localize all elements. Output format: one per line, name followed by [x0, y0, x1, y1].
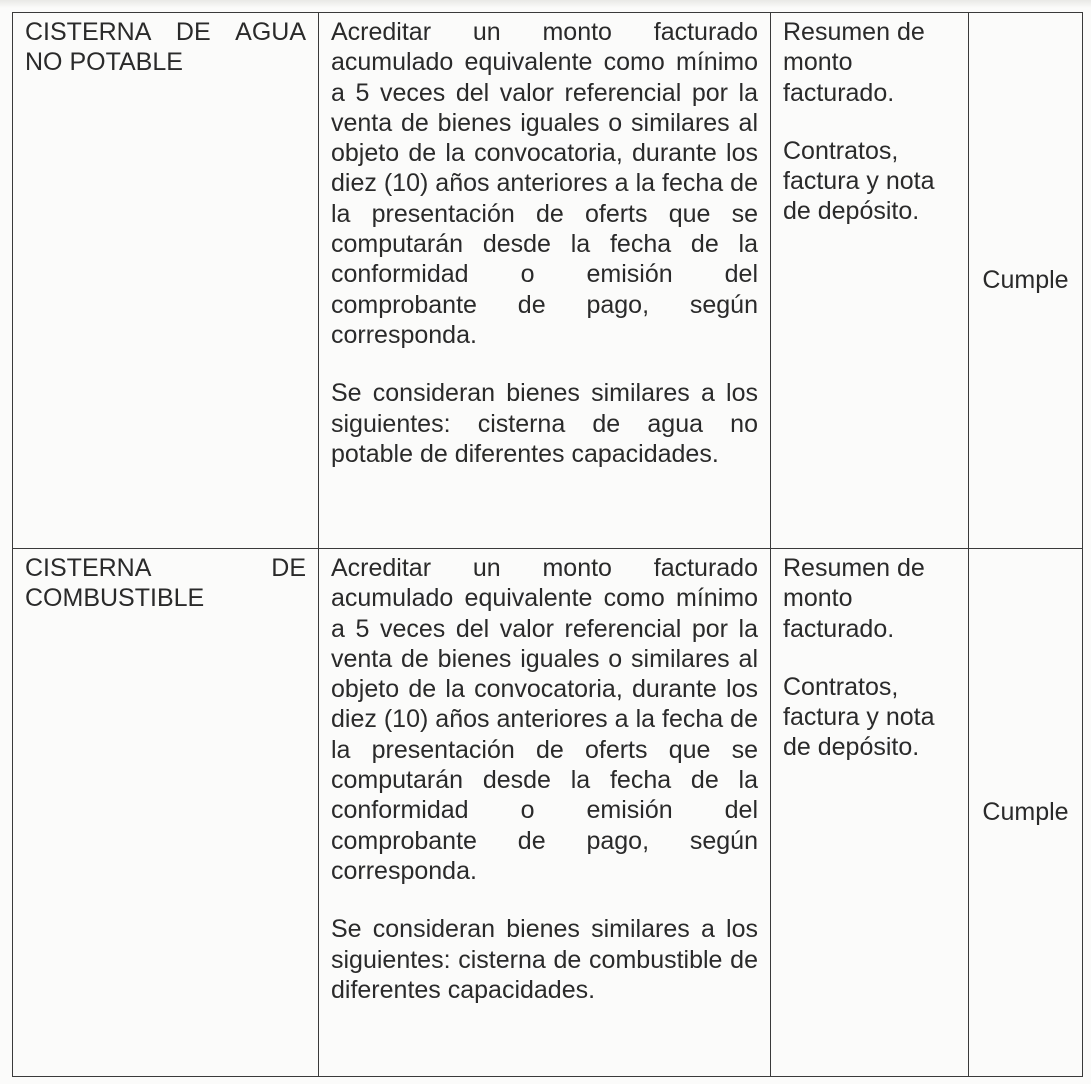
similar-goods-text: Se consideran bienes similares a los siguientes: cisterna de combustible de diferentes capacidades. — [331, 915, 758, 1004]
document-contracts: Contratos, factura y nota de depósito. — [783, 136, 935, 226]
status-cell: Cumple — [969, 549, 1083, 1077]
document-summary: Resumen de monto facturado. — [783, 554, 925, 643]
requirement-text: Acreditar un monto facturado acumulado equivalente como mínimo a 5 veces del valor referencial por la venta de bienes iguales o similares al objeto de la convocatoria, durante los diez (10) años anteriores a la fecha de la presentación de oferts que se computarán desde la fecha de la conformidad o emisión del comprobante de pago, según corresponda. — [331, 18, 758, 349]
table-row — [13, 549, 1083, 1077]
similar-goods-text: Se consideran bienes similares a los siguientes: cisterna de agua no potable de diferentes capacidades. — [331, 379, 758, 468]
document-contracts: Contratos, factura y nota de depósito. — [783, 672, 935, 762]
documents-cell — [771, 549, 969, 1077]
documents-cell — [771, 13, 969, 549]
requirements-table — [12, 12, 1083, 1077]
scan-edge — [0, 0, 1091, 8]
document-summary: Resumen de monto facturado. — [783, 18, 925, 107]
item-name-cell: CISTERNA DE AGUA NO POTABLE — [13, 13, 319, 549]
table-row — [13, 13, 1083, 549]
requirement-text: Acreditar un monto facturado acumulado equivalente como mínimo a 5 veces del valor referencial por la venta de bienes iguales o similares al objeto de la convocatoria, durante los diez (10) años anteriores a la fecha de la presentación de oferts que se computarán desde la fecha de la conformidad o emisión del comprobante de pago, según corresponda. — [331, 554, 758, 885]
requirement-cell — [319, 549, 771, 1077]
requirement-cell — [319, 13, 771, 549]
item-name-cell: CISTERNA DE COMBUSTIBLE — [13, 549, 319, 1077]
status-cell: Cumple — [969, 13, 1083, 549]
